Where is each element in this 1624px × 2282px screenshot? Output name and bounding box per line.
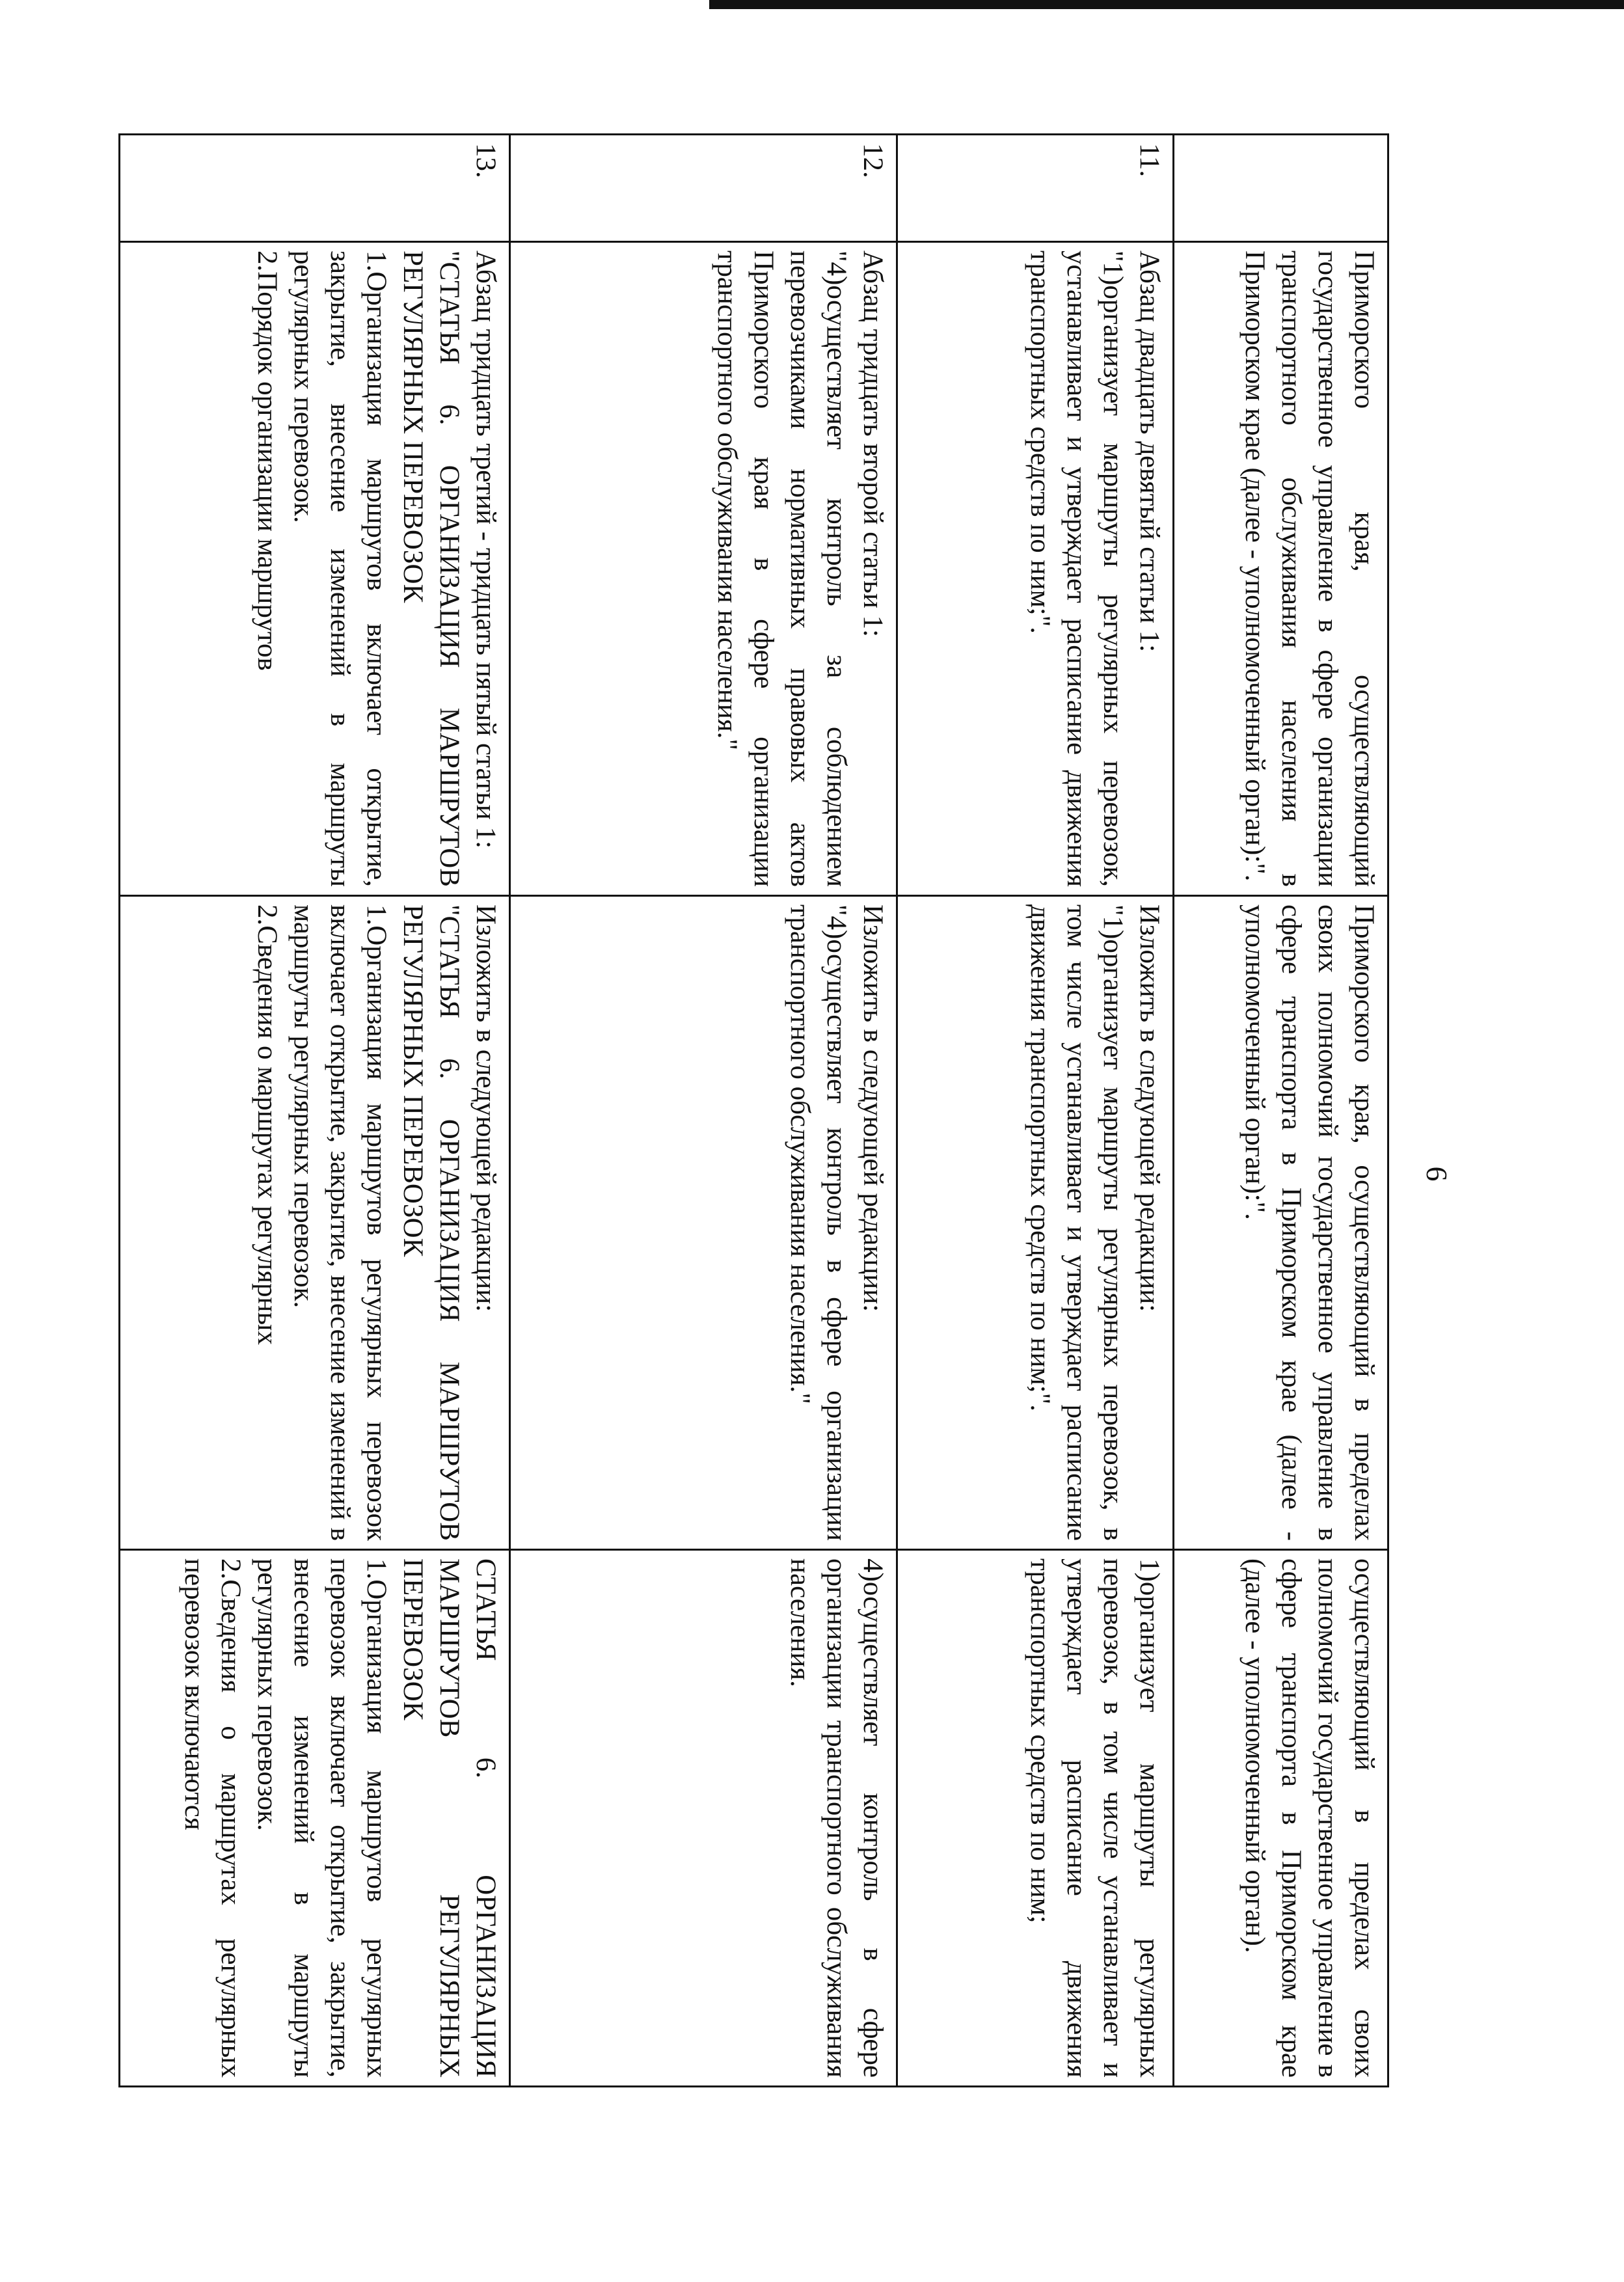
new-text: "4)осуществляет контроль в сфере организации транспортного обслуживания населения." bbox=[785, 904, 852, 1541]
current-text: "1)организует маршруты регулярных перевозок, устанавливает и утверждает расписание движения транспортных средств по ним;". bbox=[1025, 251, 1128, 887]
current-text-clause-1: 1.Организация маршрутов включает открытие, закрытие, внесение изменений в маршруты регулярных перевозок. bbox=[288, 251, 392, 887]
current-text-cell bbox=[1174, 242, 1388, 896]
final-text-cell bbox=[897, 1550, 1174, 2087]
new-text-cell bbox=[1174, 896, 1388, 1550]
final-text-clause-2: 2.Сведения о маршрутах регулярных перевозок включаются bbox=[179, 1558, 246, 2078]
final-text-cell bbox=[120, 1550, 510, 2087]
current-text-heading: Абзац тридцать второй статьи 1: bbox=[858, 251, 888, 638]
scan-edge-bar bbox=[709, 0, 1624, 9]
current-text: Приморского края, осуществляющий государственное управление в сфере организации транспортного обслуживания населения в Приморском крае (далее - уполномоченный орган):". bbox=[1239, 251, 1379, 887]
current-text-cell bbox=[120, 242, 510, 896]
new-text-heading: Изложить в следующей редакции: bbox=[858, 904, 888, 1312]
table-row-11 bbox=[897, 135, 1174, 2087]
table-row-12 bbox=[510, 135, 897, 2087]
new-text-heading: Изложить в следующей редакции: bbox=[470, 904, 501, 1312]
current-text-heading: Абзац двадцать девятый статьи 1: bbox=[1134, 251, 1165, 653]
new-text-cell bbox=[510, 896, 897, 1550]
row-number: 12. bbox=[510, 135, 897, 242]
final-text-cell bbox=[1174, 1550, 1388, 2087]
final-text: 1)организует маршруты регулярных перевозок, в том числе устанавливает и утверждает расписание движения транспортных средств по ним; bbox=[1025, 1558, 1165, 2078]
new-text: Приморского края, осуществляющий в пределах своих полномочий государственное управление в сфере транспорта в Приморском крае (далее - уполномоченный орган):". bbox=[1239, 904, 1379, 1541]
final-text-cell bbox=[510, 1550, 897, 2087]
row-number bbox=[1174, 135, 1388, 242]
amendment-table-sheet bbox=[120, 133, 1389, 2085]
table-row-13 bbox=[120, 135, 510, 2087]
current-text: "4)осуществляет контроль за соблюдением перевозчиками нормативных правовых актов Приморского края в сфере организации транспортного обслуживания населения." bbox=[712, 251, 852, 887]
final-text: осуществляющий в пределах своих полномочий государственное управление в сфере транспорта в Приморском крае (далее - уполномоченный орган). bbox=[1239, 1558, 1379, 2078]
current-text-clause-2: 2.Порядок организации маршрутов bbox=[252, 251, 282, 671]
table-row-continuation bbox=[1174, 135, 1388, 2087]
final-text-clause-1: 1.Организация маршрутов регулярных перевозок включает открытие, закрытие, внесение изменений в маршруты регулярных перевозок. bbox=[252, 1558, 392, 2078]
current-text-heading: Абзац тридцать третий - тридцать пятый статьи 1: bbox=[470, 251, 501, 849]
new-text: "1)организует маршруты регулярных перевозок, в том числе устанавливает и утверждает расписание движения транспортных средств по ним;". bbox=[1025, 904, 1128, 1541]
page-number: 6 bbox=[1420, 1166, 1454, 1182]
final-text-article-title: СТАТЬЯ 6. ОРГАНИЗАЦИЯ МАРШРУТОВ РЕГУЛЯРНЫХ ПЕРЕВОЗОК bbox=[398, 1558, 501, 2078]
new-text-heading: Изложить в следующей редакции: bbox=[1134, 904, 1165, 1312]
new-text-cell bbox=[897, 896, 1174, 1550]
new-text-cell bbox=[120, 896, 510, 1550]
row-number: 11. bbox=[897, 135, 1174, 242]
amendment-table bbox=[118, 133, 1389, 2087]
final-text: 4)осуществляет контроль в сфере организации транспортного обслуживания населения. bbox=[785, 1558, 888, 2078]
current-text-article-title: "СТАТЬЯ 6. ОРГАНИЗАЦИЯ МАРШРУТОВ РЕГУЛЯРНЫХ ПЕРЕВОЗОК bbox=[398, 251, 465, 887]
new-text-clause-1: 1.Организация маршрутов регулярных перевозок включает открытие, закрытие, внесение изменений в маршруты регулярных перевозок. bbox=[288, 904, 392, 1541]
new-text-clause-2: 2.Сведения о маршрутах регулярных bbox=[252, 904, 282, 1345]
new-text-article-title: "СТАТЬЯ 6. ОРГАНИЗАЦИЯ МАРШРУТОВ РЕГУЛЯРНЫХ ПЕРЕВОЗОК bbox=[398, 904, 465, 1541]
current-text-cell bbox=[510, 242, 897, 896]
row-number: 13. bbox=[120, 135, 510, 242]
current-text-cell bbox=[897, 242, 1174, 896]
